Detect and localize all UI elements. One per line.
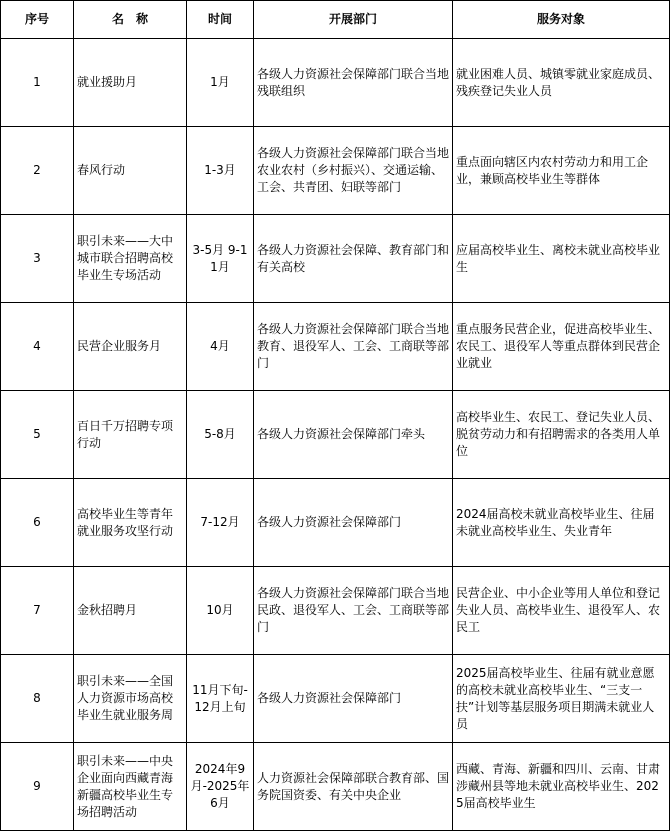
row-target: 重点面向辖区内农村劳动力和用工企业，兼顾高校毕业生等群体 [453, 127, 670, 215]
table-row [1, 479, 670, 567]
row-time: 11月下旬-12月上旬 [187, 655, 254, 743]
row-target: 就业困难人员、城镇零就业家庭成员、残疾登记失业人员 [453, 39, 670, 127]
row-department: 各级人力资源社会保障部门联合当地残联组织 [254, 39, 453, 127]
row-target: 应届高校毕业生、离校未就业高校毕业生 [453, 215, 670, 303]
row-name: 就业援助月 [74, 39, 187, 127]
row-department: 各级人力资源社会保障部门联合当地农业农村（乡村振兴）、交通运输、工会、共青团、妇联等部门 [254, 127, 453, 215]
row-target: 西藏、青海、新疆和四川、云南、甘肃涉藏州县等地未就业高校毕业生、2025届高校毕业生 [453, 743, 670, 831]
table-row [1, 743, 670, 831]
row-target: 2025届高校毕业生、往届有就业意愿的高校未就业高校毕业生、“三支一扶”计划等基层服务项目期满未就业人员 [453, 655, 670, 743]
row-time: 3-5月 9-11月 [187, 215, 254, 303]
row-time: 10月 [187, 567, 254, 655]
row-name: 民营企业服务月 [74, 303, 187, 391]
row-name: 高校毕业生等青年就业服务攻坚行动 [74, 479, 187, 567]
row-target: 高校毕业生、农民工、登记失业人员、脱贫劳动力和有招聘需求的各类用人单位 [453, 391, 670, 479]
row-department: 人力资源社会保障部联合教育部、国务院国资委、有关中央企业 [254, 743, 453, 831]
header-row [1, 1, 670, 39]
header-name: 名 称 [74, 1, 187, 39]
row-name: 金秋招聘月 [74, 567, 187, 655]
row-time: 4月 [187, 303, 254, 391]
row-target: 民营企业、中小企业等用人单位和登记失业人员、高校毕业生、退役军人、农民工 [453, 567, 670, 655]
table-row [1, 567, 670, 655]
row-index: 7 [1, 567, 74, 655]
row-time: 1-3月 [187, 127, 254, 215]
row-name: 职引未来——全国人力资源市场高校毕业生就业服务周 [74, 655, 187, 743]
row-target: 2024届高校未就业高校毕业生、往届未就业高校毕业生、失业青年 [453, 479, 670, 567]
table-row [1, 655, 670, 743]
table-row [1, 391, 670, 479]
row-index: 5 [1, 391, 74, 479]
row-department: 各级人力资源社会保障、教育部门和有关高校 [254, 215, 453, 303]
header-time: 时间 [187, 1, 254, 39]
row-index: 3 [1, 215, 74, 303]
row-index: 4 [1, 303, 74, 391]
table-row [1, 39, 670, 127]
row-department: 各级人力资源社会保障部门联合当地教育、退役军人、工会、工商联等部门 [254, 303, 453, 391]
row-department: 各级人力资源社会保障部门 [254, 479, 453, 567]
row-name: 职引未来——大中城市联合招聘高校毕业生专场活动 [74, 215, 187, 303]
row-time: 1月 [187, 39, 254, 127]
row-time: 2024年9月-2025年6月 [187, 743, 254, 831]
row-target: 重点服务民营企业，促进高校毕业生、农民工、退役军人等重点群体到民营企业就业 [453, 303, 670, 391]
row-index: 9 [1, 743, 74, 831]
row-index: 8 [1, 655, 74, 743]
row-time: 5-8月 [187, 391, 254, 479]
row-time: 7-12月 [187, 479, 254, 567]
header-department: 开展部门 [254, 1, 453, 39]
header-index: 序号 [1, 1, 74, 39]
row-name: 百日千万招聘专项行动 [74, 391, 187, 479]
table-row [1, 303, 670, 391]
row-department: 各级人力资源社会保障部门牵头 [254, 391, 453, 479]
header-target: 服务对象 [453, 1, 670, 39]
row-index: 2 [1, 127, 74, 215]
table-row [1, 127, 670, 215]
row-name: 春风行动 [74, 127, 187, 215]
row-name: 职引未来——中央企业面向西藏青海新疆高校毕业生专场招聘活动 [74, 743, 187, 831]
row-index: 1 [1, 39, 74, 127]
row-department: 各级人力资源社会保障部门 [254, 655, 453, 743]
row-department: 各级人力资源社会保障部门联合当地民政、退役军人、工会、工商联等部门 [254, 567, 453, 655]
row-index: 6 [1, 479, 74, 567]
table-row [1, 215, 670, 303]
